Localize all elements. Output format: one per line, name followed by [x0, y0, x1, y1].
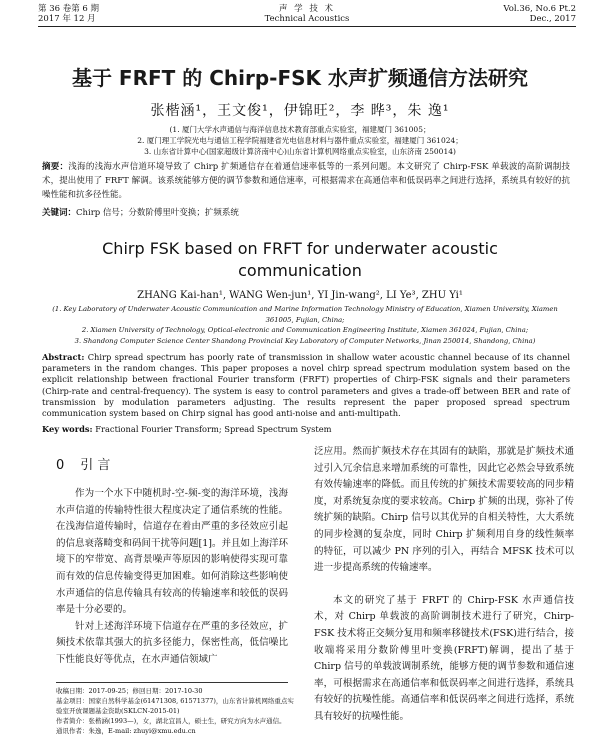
abstract-en: [42, 352, 570, 419]
header-rule: [38, 26, 576, 27]
keywords-en: [42, 424, 570, 434]
header-date-cn: 2017 年 12 月: [38, 14, 96, 24]
footnote-rule: [56, 682, 288, 683]
abstract-cn: [42, 160, 570, 202]
journal-volume-en: [503, 4, 576, 24]
affiliations-en: [50, 304, 560, 346]
paper-title-en: [40, 238, 560, 282]
intro-paragraph-3: 本文的研究了基于 FRFT 的 Chirp-FSK 水声通信技术，对 Chirp 单载波的高阶调制技术进行了研究，Chirp-FSK 技术将正交频分复用和频率移键技术(FSK)进行结合，接收端将采用分数阶傅里叶变换(FRFT)解调，提出了基于 Chirp 信号的单载波调制系统，能够方便的调节参数和通信速率，可根据需求在高通信率和低误码率之间进行选择，系统具有较好的抗噪性能。高通信率和低误码率之间进行选择，系统具有较好的抗噪性能。: [314, 594, 574, 722]
affiliation-cn-1: (1. 厦门大学水声通信与海洋信息技术教育部重点实验室，福建厦门 361005；: [169, 125, 431, 134]
keywords-en-label: Key words:: [42, 424, 93, 434]
intro-paragraph-2-continued: 泛应用。然而扩频技术存在其固有的缺陷，那就是扩频技术通过引入冗余信息来增加系统的可靠性，因此它必然会导致系统有效传输速率的降低。而且传统的扩频技术需要较高的同步精度，对系统复杂度的要求较高。Chirp 扩频的出现，弥补了传统扩频的缺陷。Chirp 信号以其优异的自相关特性，大大系统的同步检测的复杂度，同时 Chirp 扩频利用自身的线性频率的特征，可以减少 PN 序列的引入，再结合 MFSK 技术可以进一步提高系统的传输速率。: [314, 446, 574, 574]
paper-title-cn: 基于 FRFT 的 Chirp-FSK 水声扩频通信方法研究: [71, 66, 529, 90]
footnotes: [56, 686, 296, 736]
intro-paragraph-1: 作为一个水下中随机时-空-频-变的海洋环境，浅海水声信道的传输特性很大程度决定了通信系统的性能。在浅海信道传输时，信道存在着由严重的多径效应引起的信息衰落畸变和码间干扰等问题[1]。并且如上海洋环境下的窄带宽、高背景噪声等原因的影响使得实现可靠而有效的信息传输变得更加困难。如何消除这些影响使水声通信的信息传输具有较高的传输速率和较低的误码率是十分必要的。: [56, 488, 288, 616]
affiliation-en-1: (1. Key Laboratory of Underwater Acoustic Communication and Marine Information Technology Ministry of Education, Xiamen University, Xiamen 361005, Fujian, China;: [52, 305, 558, 324]
footnote-funding: 基金项目：国家自然科学基金(61471308, 61571377)，山东省计算机网络重点实验室开放课题基金资助(SKLCN-2015-01): [56, 697, 294, 715]
affiliations-cn: [60, 124, 540, 157]
intro-paragraph-2: 针对上述海洋环境下信道存在严重的多径效应，扩频技术依靠其强大的抗多径能力，保密性高，低信噪比下性能良好等优点，在水声通信领域广: [56, 620, 288, 665]
affiliation-cn-3: 3. 山东省计算中心(国家超级计算济南中心)山东省计算机网络重点实验室，山东济南 250014): [144, 147, 456, 156]
keywords-en-text: Fractional Fourier Transform; Spread Spectrum System: [95, 424, 332, 434]
keywords-cn: [42, 206, 570, 218]
keywords-cn-text: Chirp 信号；分数阶傅里叶变换；扩频系统: [76, 208, 239, 218]
affiliation-en-3: 3. Shandong Computer Science Center Shandong Provincial Key Laboratory of Computer Networks, Jinan 250014, Shandong, China): [74, 336, 536, 345]
footnote-author-bio: 作者简介：张楷涵(1993—)，女，湖北宜昌人，硕士生，研究方向为水声通信。: [56, 717, 286, 725]
header-volume: 第 36 卷第 6 期: [38, 4, 100, 14]
journal-name-cn: 声 学 技 术: [278, 4, 336, 14]
keywords-cn-label: 关键词：: [42, 208, 77, 218]
abstract-cn-text: 浅海的浅海水声信道环境导致了 Chirp 扩频通信存在着通信速率低等的一系列问题。本文研究了 Chirp-FSK 单载波的高阶调制技术，提出使用了 FRFT 解调。该系统能够方便的调节参数和通信速率，可根据需求在高通信率和低误码率之间进行选择，系统具有较好的抗噪性能和抗多径性能。: [42, 162, 570, 200]
abstract-en-text: Chirp spread spectrum has poorly rate of transmission in shallow water acoustic channel because of its channel parameters in the random changes. This paper proposes a novel chirp spread spectrum modulation system based on the explicit relationship between fractional Fourier transform (FRFT) properties of Chirp-FSK signals and their parameters (Chirp-rate and central-frequency). The system is easy to control parameters and gives a trade-off between BER and rate of transmission by modulation parameters adjusting. The results represent the paper proposed spread spectrum communication system based on Chirp signal has good anti-noise and anti-multipath.: [42, 352, 571, 419]
title-en-line-1: Chirp FSK based on FRFT for underwater acoustic: [102, 239, 498, 258]
header-date-en: Dec., 2017: [529, 14, 576, 24]
section-number: 0: [56, 458, 65, 473]
title-en-line-2: communication: [238, 261, 362, 280]
affiliation-cn-2: 2. 厦门理工学院光电与通信工程学院福建省光电信息材料与器件重点实验室，福建厦门 361024；: [137, 136, 463, 145]
running-header: [38, 4, 576, 26]
body-column-right: [314, 444, 574, 726]
header-volume-en: Vol.36, No.6 Pt.2: [503, 4, 576, 14]
footnote-received: 收稿日期：2017-09-25；修回日期：2017-10-30: [56, 687, 203, 695]
section-title: 引 言: [80, 458, 111, 473]
authors-en: ZHANG Kai-han¹, WANG Wen-jun¹, YI Jin-wang², LI Ye³, ZHU Yi¹: [137, 290, 463, 301]
journal-name: [38, 4, 576, 24]
abstract-en-label: Abstract:: [42, 352, 85, 362]
affiliation-en-2: 2. Xiamen University of Technology, Optical-electronic and Communication Engineering Institute, Xiamen 361024, Fujian, China;: [81, 326, 529, 334]
body-column-left: [56, 486, 288, 669]
footnote-corresponding: 通讯作者：朱逸，E-mail: zhuyi@xmu.edu.cn: [56, 727, 196, 735]
journal-name-en: Technical Acoustics: [264, 14, 350, 24]
section-heading-intro: [56, 454, 110, 473]
abstract-cn-label: 摘要：: [42, 162, 69, 172]
authors-cn: 张楷涵¹，王文俊¹，伊锦旺²，李 晔³，朱 逸¹: [150, 103, 450, 119]
